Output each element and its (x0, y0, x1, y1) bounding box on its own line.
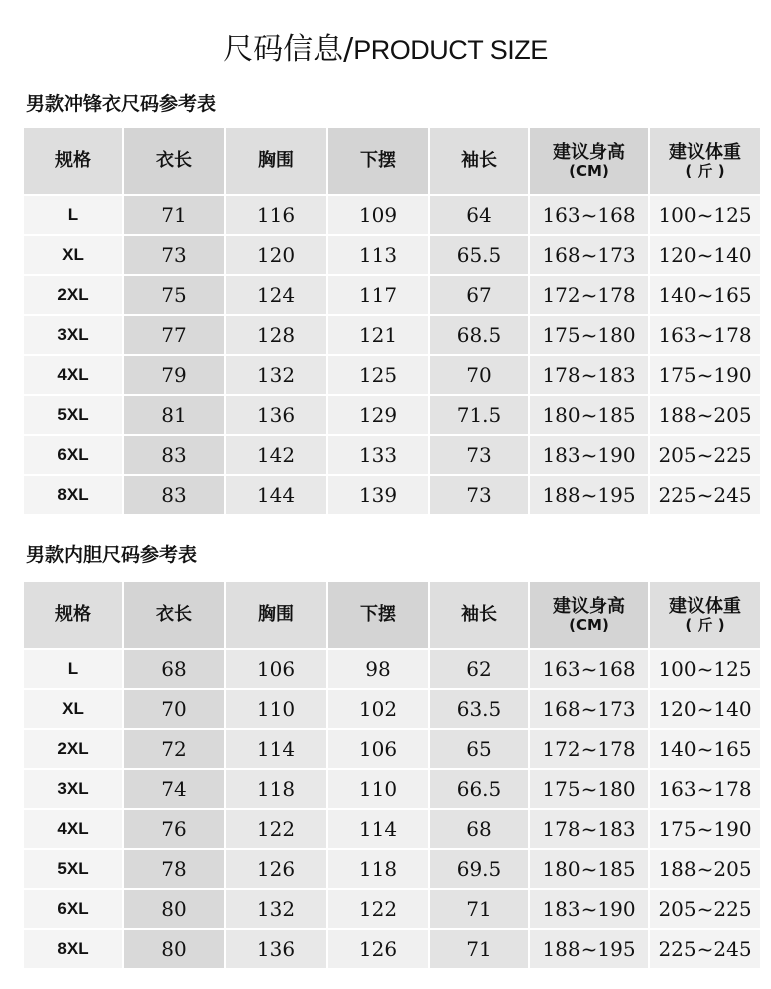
column-header-weight (650, 128, 762, 196)
table-header-row (24, 128, 762, 196)
cell-sleeve: 66.5 (430, 770, 530, 810)
cell-sleeve: 62 (430, 650, 530, 690)
cell-size: 8XL (24, 476, 124, 516)
cell-size: 8XL (24, 930, 124, 970)
column-header-label: 袖长 (461, 604, 497, 625)
cell-length: 73 (124, 236, 226, 276)
cell-hem: 121 (328, 316, 430, 356)
cell-weight: 188~205 (650, 850, 762, 890)
table-row (24, 316, 762, 356)
column-header-label: 胸围 (258, 604, 294, 625)
cell-weight: 100~125 (650, 196, 762, 236)
cell-chest: 136 (226, 930, 328, 970)
cell-size: 3XL (24, 316, 124, 356)
column-header-label: 建议体重 (669, 142, 741, 163)
cell-sleeve: 65 (430, 730, 530, 770)
cell-size: L (24, 196, 124, 236)
table-row (24, 196, 762, 236)
cell-chest: 132 (226, 890, 328, 930)
cell-size: XL (24, 690, 124, 730)
cell-weight: 225~245 (650, 930, 762, 970)
cell-height: 183~190 (530, 890, 650, 930)
cell-size: 4XL (24, 356, 124, 396)
cell-height: 163~168 (530, 650, 650, 690)
cell-chest: 120 (226, 236, 328, 276)
cell-hem: 117 (328, 276, 430, 316)
cell-hem: 114 (328, 810, 430, 850)
column-header-label: 规格 (55, 604, 91, 625)
liner-size-table (24, 582, 762, 970)
column-header-length (124, 582, 226, 650)
cell-sleeve: 71.5 (430, 396, 530, 436)
cell-weight: 175~190 (650, 810, 762, 850)
cell-hem: 109 (328, 196, 430, 236)
table-row (24, 770, 762, 810)
column-header-label: 建议体重 (669, 596, 741, 617)
cell-chest: 128 (226, 316, 328, 356)
cell-size: 6XL (24, 436, 124, 476)
cell-length: 80 (124, 890, 226, 930)
column-header-weight (650, 582, 762, 650)
column-header-hem (328, 582, 430, 650)
cell-chest: 144 (226, 476, 328, 516)
cell-chest: 110 (226, 690, 328, 730)
column-header-label: 胸围 (258, 150, 294, 171)
cell-size: 2XL (24, 730, 124, 770)
cell-size: 6XL (24, 890, 124, 930)
cell-hem: 106 (328, 730, 430, 770)
cell-weight: 100~125 (650, 650, 762, 690)
cell-hem: 122 (328, 890, 430, 930)
column-header-unit: (CM) (569, 162, 609, 180)
column-header-label: 建议身高 (553, 142, 625, 163)
cell-height: 163~168 (530, 196, 650, 236)
cell-length: 76 (124, 810, 226, 850)
cell-hem: 133 (328, 436, 430, 476)
cell-height: 178~183 (530, 356, 650, 396)
cell-chest: 106 (226, 650, 328, 690)
cell-size: 2XL (24, 276, 124, 316)
cell-height: 180~185 (530, 850, 650, 890)
column-header-label: 下摆 (360, 604, 396, 625)
cell-size: 3XL (24, 770, 124, 810)
cell-size: L (24, 650, 124, 690)
cell-length: 78 (124, 850, 226, 890)
column-header-size (24, 128, 124, 196)
cell-chest: 124 (226, 276, 328, 316)
page-title (0, 28, 771, 72)
cell-sleeve: 71 (430, 930, 530, 970)
cell-sleeve: 63.5 (430, 690, 530, 730)
cell-hem: 129 (328, 396, 430, 436)
column-header-height (530, 128, 650, 196)
cell-weight: 225~245 (650, 476, 762, 516)
column-header-unit: (CM) (569, 616, 609, 634)
cell-hem: 126 (328, 930, 430, 970)
column-header-chest (226, 582, 328, 650)
cell-weight: 205~225 (650, 436, 762, 476)
cell-sleeve: 65.5 (430, 236, 530, 276)
cell-chest: 136 (226, 396, 328, 436)
table-row (24, 930, 762, 970)
cell-length: 81 (124, 396, 226, 436)
cell-chest: 122 (226, 810, 328, 850)
cell-length: 72 (124, 730, 226, 770)
cell-sleeve: 71 (430, 890, 530, 930)
cell-sleeve: 73 (430, 476, 530, 516)
cell-length: 74 (124, 770, 226, 810)
table-row (24, 890, 762, 930)
cell-sleeve: 70 (430, 356, 530, 396)
page-title-en: PRODUCT SIZE (353, 35, 548, 65)
column-header-hem (328, 128, 430, 196)
cell-length: 83 (124, 476, 226, 516)
cell-hem: 98 (328, 650, 430, 690)
cell-height: 175~180 (530, 316, 650, 356)
cell-length: 70 (124, 690, 226, 730)
table-row (24, 850, 762, 890)
page-title-zh: 尺码信息/ (223, 32, 354, 67)
cell-weight: 120~140 (650, 690, 762, 730)
table-row (24, 690, 762, 730)
cell-weight: 188~205 (650, 396, 762, 436)
column-header-label: 衣长 (156, 604, 192, 625)
column-header-unit: ( 斤 ) (685, 162, 725, 180)
table-row (24, 396, 762, 436)
cell-chest: 116 (226, 196, 328, 236)
cell-hem: 139 (328, 476, 430, 516)
column-header-sleeve (430, 128, 530, 196)
column-header-height (530, 582, 650, 650)
cell-height: 168~173 (530, 236, 650, 276)
cell-height: 172~178 (530, 276, 650, 316)
cell-sleeve: 69.5 (430, 850, 530, 890)
column-header-label: 袖长 (461, 150, 497, 171)
cell-size: XL (24, 236, 124, 276)
cell-sleeve: 64 (430, 196, 530, 236)
cell-height: 180~185 (530, 396, 650, 436)
table-row (24, 276, 762, 316)
cell-chest: 132 (226, 356, 328, 396)
table-row (24, 476, 762, 516)
table-row (24, 436, 762, 476)
cell-weight: 140~165 (650, 730, 762, 770)
cell-weight: 120~140 (650, 236, 762, 276)
cell-length: 71 (124, 196, 226, 236)
cell-height: 168~173 (530, 690, 650, 730)
cell-chest: 142 (226, 436, 328, 476)
cell-length: 77 (124, 316, 226, 356)
cell-chest: 114 (226, 730, 328, 770)
column-header-length (124, 128, 226, 196)
cell-sleeve: 67 (430, 276, 530, 316)
cell-height: 175~180 (530, 770, 650, 810)
cell-weight: 163~178 (650, 770, 762, 810)
table-row (24, 810, 762, 850)
cell-chest: 126 (226, 850, 328, 890)
cell-weight: 140~165 (650, 276, 762, 316)
cell-height: 178~183 (530, 810, 650, 850)
cell-sleeve: 68.5 (430, 316, 530, 356)
table-row (24, 730, 762, 770)
cell-height: 188~195 (530, 476, 650, 516)
cell-length: 79 (124, 356, 226, 396)
column-header-size (24, 582, 124, 650)
liner-size-table-title: 男款内胆尺码参考表 (26, 544, 198, 566)
cell-size: 5XL (24, 396, 124, 436)
table-row (24, 650, 762, 690)
column-header-unit: ( 斤 ) (685, 616, 725, 634)
cell-hem: 118 (328, 850, 430, 890)
cell-hem: 102 (328, 690, 430, 730)
column-header-chest (226, 128, 328, 196)
cell-hem: 110 (328, 770, 430, 810)
cell-hem: 113 (328, 236, 430, 276)
cell-length: 83 (124, 436, 226, 476)
column-header-label: 下摆 (360, 150, 396, 171)
cell-size: 4XL (24, 810, 124, 850)
cell-weight: 205~225 (650, 890, 762, 930)
cell-size: 5XL (24, 850, 124, 890)
cell-length: 75 (124, 276, 226, 316)
jacket-size-table (24, 128, 762, 516)
cell-weight: 175~190 (650, 356, 762, 396)
cell-sleeve: 73 (430, 436, 530, 476)
jacket-size-table-title: 男款冲锋衣尺码参考表 (26, 93, 217, 115)
column-header-sleeve (430, 582, 530, 650)
cell-sleeve: 68 (430, 810, 530, 850)
table-row (24, 236, 762, 276)
cell-weight: 163~178 (650, 316, 762, 356)
column-header-label: 规格 (55, 150, 91, 171)
cell-hem: 125 (328, 356, 430, 396)
cell-length: 68 (124, 650, 226, 690)
table-row (24, 356, 762, 396)
cell-chest: 118 (226, 770, 328, 810)
cell-height: 172~178 (530, 730, 650, 770)
cell-height: 183~190 (530, 436, 650, 476)
column-header-label: 建议身高 (553, 596, 625, 617)
column-header-label: 衣长 (156, 150, 192, 171)
cell-height: 188~195 (530, 930, 650, 970)
table-header-row (24, 582, 762, 650)
cell-length: 80 (124, 930, 226, 970)
